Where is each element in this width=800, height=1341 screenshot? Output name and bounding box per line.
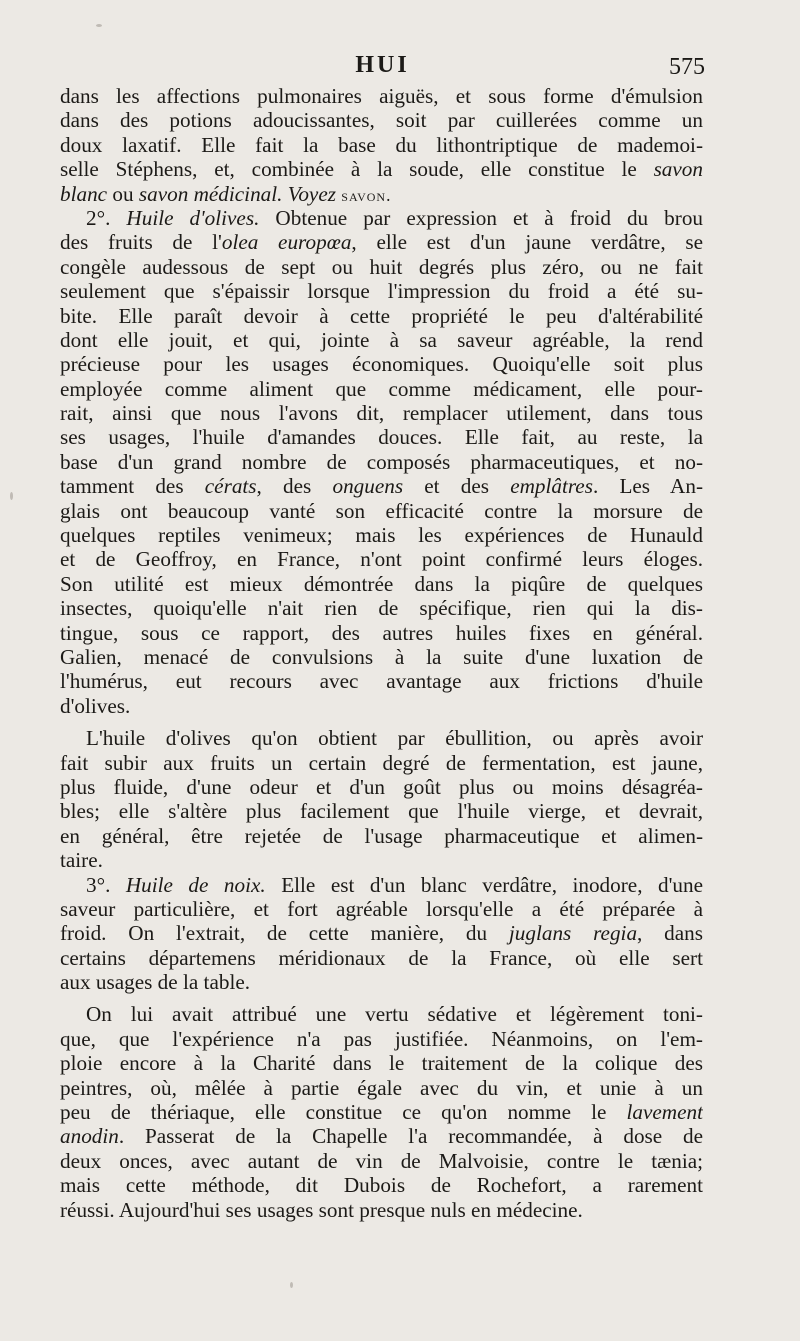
- text-run: selle Stéphens, et, combinée à la soude, elle constitue le: [60, 157, 637, 182]
- text-line: [60, 474, 703, 498]
- text-line: aux usages de la table.: [60, 970, 251, 995]
- italic-term: savon: [653, 157, 703, 182]
- text-run: peu de thériaque, elle constitue ce qu'on nomme le: [60, 1100, 607, 1125]
- italic-term: anodin: [60, 1124, 119, 1149]
- text-line: réussi. Aujourd'hui ses usages sont presque nuls en médecine.: [60, 1197, 583, 1222]
- text-line: tingue, sous ce rapport, des autres huiles fixes en général.: [60, 620, 703, 645]
- text-run: et des: [424, 474, 489, 499]
- paragraph: [60, 206, 703, 718]
- text-line: [60, 921, 703, 945]
- ink-speck: [10, 492, 13, 500]
- text-line: que, que l'expérience n'a pas justifiée. Néanmoins, on l'em-: [60, 1026, 703, 1051]
- text-line: et de Geoffroy, en France, n'ont point confirmé leurs éloges.: [60, 547, 703, 572]
- text-line: saveur particulière, et fort agréable lorsqu'elle a été préparée à: [60, 896, 703, 921]
- ink-speck: [96, 24, 102, 27]
- section-number: 3°.: [86, 872, 111, 897]
- page-number: 575: [669, 54, 705, 80]
- text-run: . Les An-: [592, 474, 703, 499]
- text-line: rait, ainsi que nous l'avons dit, remplacer utilement, dans tous: [60, 401, 703, 426]
- text-line: l'humérus, eut recours avec avantage aux frictions d'huile: [60, 669, 703, 694]
- text-line: bles; elle s'altère plus facilement que l'huile vierge, et devrait,: [60, 799, 703, 824]
- text-run: , elle est d'un jaune verdâtre, se: [351, 230, 703, 255]
- running-head: HUI: [355, 52, 410, 78]
- text-line: bite. Elle paraît devoir à cette propriété le peu d'altérabilité: [60, 303, 703, 328]
- text-line: On lui avait attribué une vertu sédative et légèrement toni-: [86, 1002, 703, 1027]
- text-line: quelques reptiles venimeux; mais les expériences de Hunauld: [60, 523, 703, 548]
- section-title: Huile de noix.: [125, 872, 266, 897]
- ink-speck: [290, 1282, 293, 1288]
- text-run: . Passerat de la Chapelle l'a recommandée, à dose de: [118, 1124, 703, 1149]
- text-run: froid. On l'extrait, de cette manière, du: [60, 921, 488, 946]
- text-line: d'olives.: [60, 693, 131, 718]
- paragraph: [60, 1002, 703, 1222]
- page-header: [60, 52, 705, 86]
- text-line: employée comme aliment que comme médicament, elle pour-: [60, 376, 703, 401]
- paragraph: [60, 726, 703, 872]
- text-line: dans des potions adoucissantes, soit par cuillerées comme un: [60, 108, 703, 133]
- text-line: seulement que s'épaissir lorsque l'impression du froid a été su-: [60, 279, 703, 304]
- section-number: 2°.: [86, 205, 111, 230]
- text-line: dans les affections pulmonaires aiguës, et sous forme d'émulsion: [60, 84, 703, 108]
- text-line: en général, être rejetée de l'usage pharmaceutique et alimen-: [60, 823, 703, 848]
- italic-term: onguens: [332, 474, 404, 499]
- text-run: Elle est d'un blanc verdâtre, inodore, d'une: [281, 872, 703, 897]
- text-line: mais cette méthode, dit Dubois de Rochefort, a rarement: [60, 1173, 703, 1198]
- text-line: certains départemens méridionaux de la France, où elle sert: [60, 945, 703, 970]
- italic-term: savon médicinal. Voyez: [138, 181, 336, 206]
- text-run: des fruits de l': [60, 230, 222, 255]
- text-line: Galien, menacé de convulsions à la suite d'une luxation de: [60, 644, 703, 669]
- text-line: base d'un grand nombre de composés pharmaceutiques, et no-: [60, 449, 703, 474]
- text-line: [60, 1100, 703, 1124]
- italic-term: olea europœa: [221, 230, 352, 255]
- text-line: taire.: [60, 848, 103, 873]
- text-run: , des: [256, 474, 312, 499]
- text-line: congèle audessous de sept ou huit degrés plus zéro, ou ne fait: [60, 254, 703, 279]
- text-line: plus fluide, d'une odeur et d'un goût plus ou moins désagréa-: [60, 774, 703, 799]
- text-line: dont elle jouit, et qui, jointe à sa saveur agréable, la rend: [60, 327, 703, 352]
- text-line: [60, 1124, 703, 1148]
- italic-term: blanc: [60, 181, 108, 206]
- italic-term: lavement: [626, 1100, 703, 1125]
- text-line: doux laxatif. Elle fait la base du lithontriptique de mademoi-: [60, 132, 703, 157]
- cross-reference: savon.: [341, 185, 392, 205]
- italic-term: emplâtres: [510, 474, 593, 499]
- text-line: [60, 157, 703, 181]
- text-line: [60, 182, 703, 206]
- text-line: peintres, où, mêlée à partie égale avec du vin, et unie à un: [60, 1075, 703, 1100]
- text-run: Obtenue par expression et à froid du brou: [275, 205, 703, 230]
- text-line: précieuse pour les usages économiques. Quoiqu'elle soit plus: [60, 352, 703, 377]
- paragraph: [60, 84, 703, 206]
- section-title: Huile d'olives.: [126, 205, 260, 230]
- text-run: , dans: [637, 921, 703, 946]
- text-line: [60, 873, 703, 897]
- text-line: L'huile d'olives qu'on obtient par ébullition, ou après avoir: [86, 726, 703, 751]
- text-line: ses usages, l'huile d'amandes douces. Elle fait, au reste, la: [60, 425, 703, 450]
- text-line: Son utilité est mieux démontrée dans la piqûre de quelques: [60, 571, 703, 596]
- text-line: deux onces, avec autant de vin de Malvoisie, contre le tænia;: [60, 1148, 703, 1173]
- italic-term: cérats: [204, 474, 257, 499]
- italic-term: juglans regia: [508, 921, 638, 946]
- text-line: [60, 230, 703, 254]
- text-run: ou: [112, 181, 134, 206]
- text-line: insectes, quoiqu'elle n'ait rien de spécifique, rien qui la dis-: [60, 596, 703, 621]
- text-line: [60, 206, 703, 230]
- text-line: ploie encore à la Charité dans le traitement de la colique des: [60, 1051, 703, 1076]
- body-text: [60, 84, 703, 1222]
- text-line: glais ont beaucoup vanté son efficacité contre la morsure de: [60, 498, 703, 523]
- paragraph: [60, 873, 703, 995]
- text-run: tamment des: [60, 474, 184, 499]
- text-line: fait subir aux fruits un certain degré de fermentation, est jaune,: [60, 750, 703, 775]
